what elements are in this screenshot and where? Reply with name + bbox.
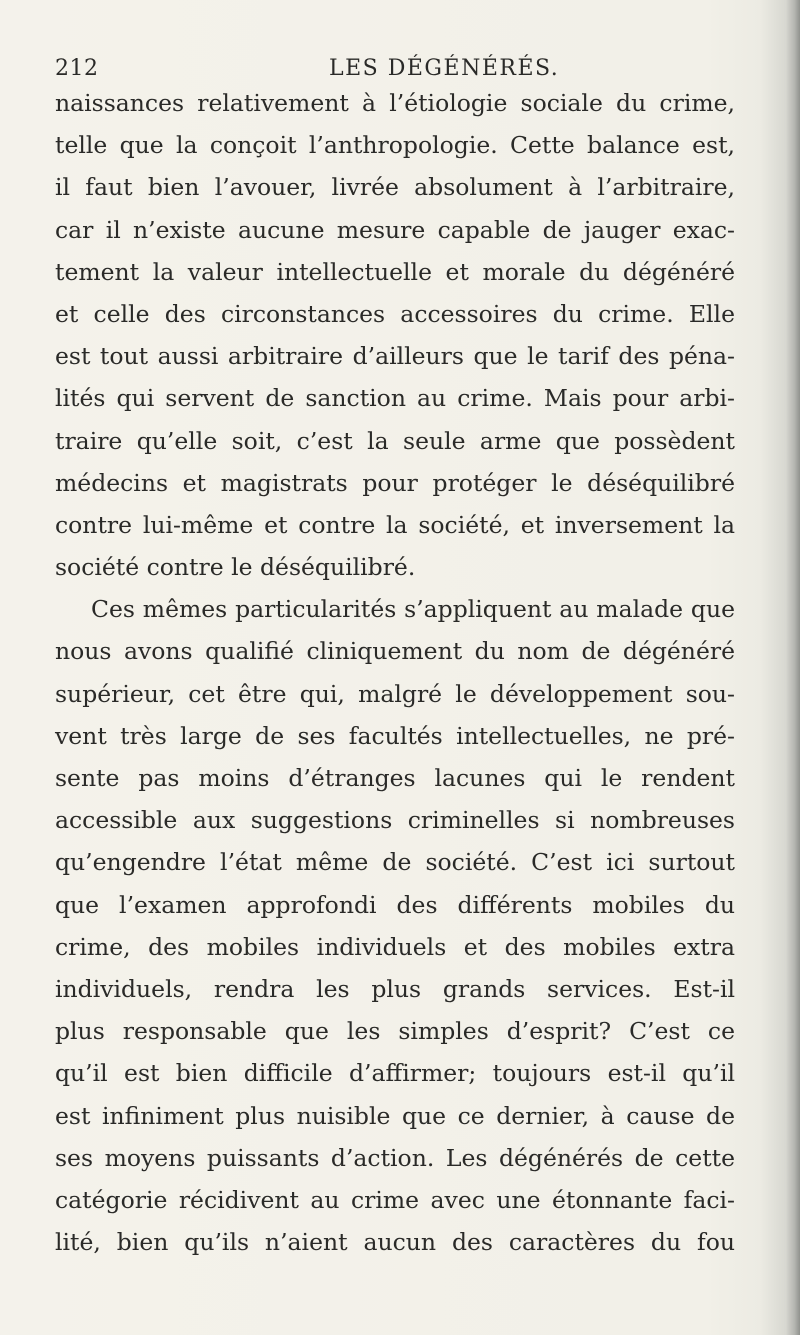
text-line: est infiniment plus nuisible que ce dernier, à cause de (55, 1101, 735, 1130)
text-line: sente pas moins d’étranges lacunes qui le rendent (55, 764, 735, 792)
text-line: telle que la conçoit l’anthropologie. Cette balance est, (55, 131, 735, 160)
text-line: lités qui servent de sanction au crime. Mais pour arbi- (55, 384, 735, 413)
paragraph-start-line: Ces mêmes particularités s’appliquent au malade que (91, 595, 735, 624)
text-line: naissances relativement à l’étiologie sociale du crime, (55, 89, 735, 117)
text-line: plus responsable que les simples d’esprit? C’est ce (55, 1017, 735, 1046)
body-text (55, 82, 735, 1263)
text-line: traire qu’elle soit, c’est la seule arme que possèdent (55, 426, 735, 455)
text-line: supérieur, cet être qui, malgré le développement sou- (55, 679, 735, 708)
text-line: contre lui-même et contre la société, et inversement la (55, 510, 735, 539)
text-line: et celle des circonstances accessoires du crime. Elle (55, 299, 735, 328)
text-line: nous avons qualifié cliniquement du nom de dégénéré (55, 637, 735, 666)
text-line: est tout aussi arbitraire d’ailleurs que le tarif des péna- (55, 342, 735, 371)
text-line: qu’engendre l’état même de société. C’est ici surtout (55, 848, 735, 877)
text-line: ses moyens puissants d’action. Les dégénérés de cette (55, 1143, 735, 1172)
text-line: individuels, rendra les plus grands services. Est-il (55, 974, 735, 1003)
page-number: 212 (55, 56, 99, 81)
text-line: qu’il est bien difficile d’affirmer; toujours est-il qu’il (55, 1059, 735, 1088)
text-line: catégorie récidivent au crime avec une étonnante faci- (55, 1185, 735, 1214)
text-line: accessible aux suggestions criminelles si nombreuses (55, 806, 735, 835)
text-line: lité, bien qu’ils n’aient aucun des caractères du fou (55, 1228, 735, 1257)
text-line: tement la valeur intellectuelle et morale du dégénéré (55, 257, 735, 286)
page-edge-shadow (786, 0, 800, 1335)
text-line: que l’examen approfondi des différents mobiles du (55, 890, 735, 919)
paragraph-end-line: société contre le déséquilibré. (55, 553, 416, 582)
text-line: médecins et magistrats pour protéger le déséquilibré (55, 468, 735, 497)
text-line: vent très large de ses facultés intellectuelles, ne pré- (55, 721, 735, 750)
running-title: LES DÉGÉNÉRÉS. (329, 56, 560, 81)
text-line: il faut bien l’avouer, livrée absolument à l’arbitraire, (55, 173, 735, 202)
text-line: car il n’existe aucune mesure capable de jauger exac- (55, 215, 735, 244)
text-line: crime, des mobiles individuels et des mobiles extra (55, 932, 735, 961)
